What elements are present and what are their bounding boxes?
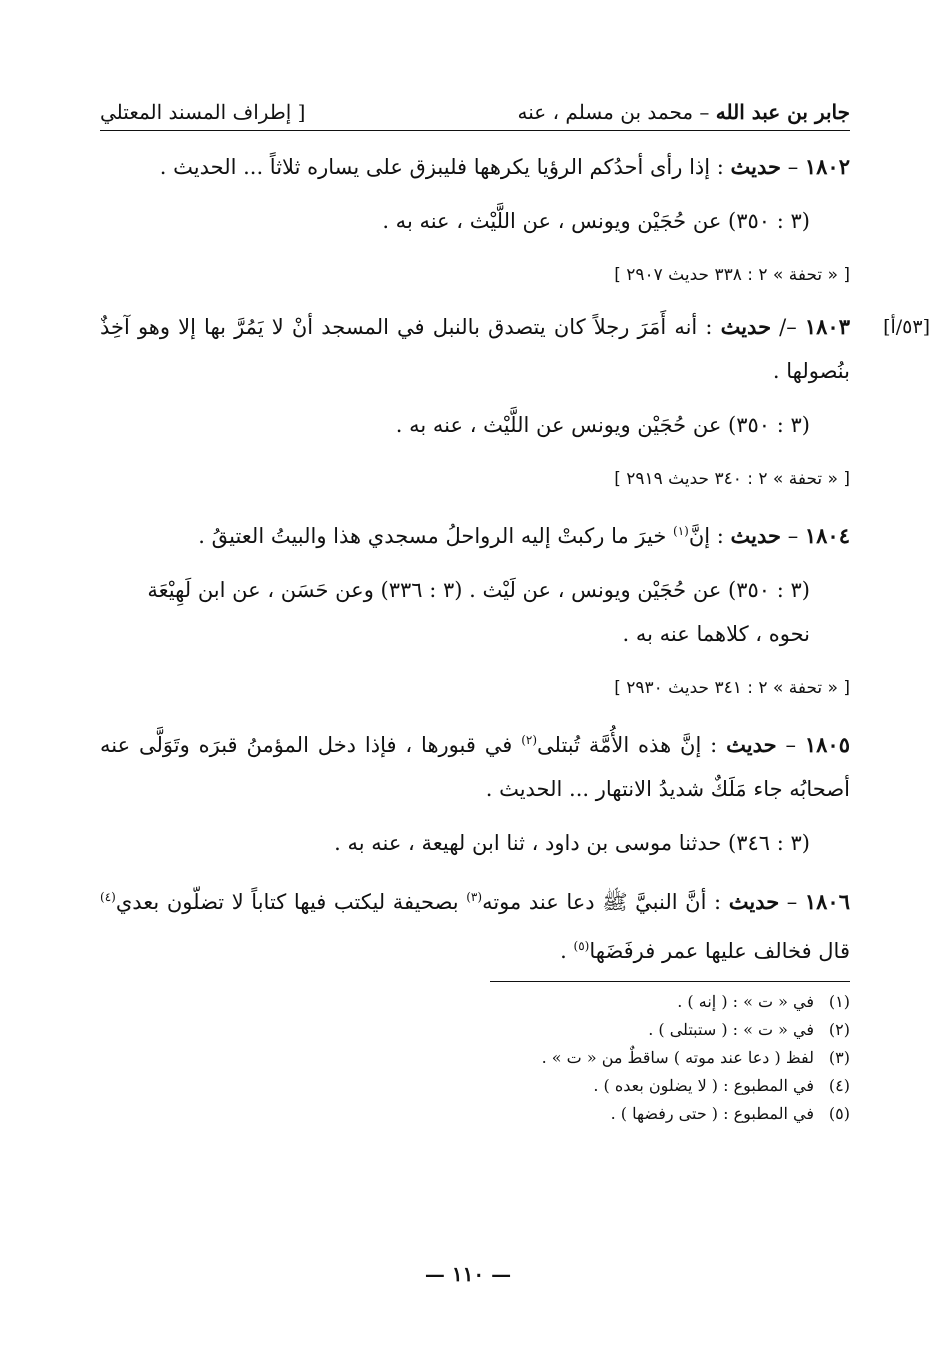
- dash: –: [776, 733, 805, 757]
- footnote-text: لفظ ( دعا عند موته ) ساقطٌ من « ت » .: [541, 1048, 814, 1067]
- hadith-keyword: حديث: [720, 314, 772, 339]
- footnote-ref[interactable]: (٤): [100, 890, 116, 904]
- footnote-number: (٥): [828, 1104, 850, 1123]
- chain-1803: (٣ : ٣٥٠) عن حُجَيْن ويونس عن اللَّيْث ، عنه به .: [395, 413, 810, 437]
- hadith-text: .: [560, 939, 574, 963]
- tuhfa-1802: [ « تحفة » ٢ : ٣٣٨ حديث ٢٩٠٧ ]: [614, 265, 850, 285]
- running-header: [100, 100, 850, 131]
- hadith-text: قال فخالف عليها عمر فرفَضَها: [589, 939, 850, 963]
- footnote-ref[interactable]: (١): [673, 524, 689, 538]
- header-book-title: [ إطراف المسند المعتلي: [100, 100, 306, 124]
- chain-1805: (٣ : ٣٤٦) حدثنا موسى بن داود ، ثنا ابن لهيعة ، عنه به .: [334, 831, 810, 855]
- footnote-ref[interactable]: (٥): [573, 939, 590, 953]
- footnote-text: في المطبوع : ( حتى رفضها ) .: [610, 1104, 814, 1123]
- hadith-1806: [100, 875, 850, 973]
- footnote-number: (٤): [828, 1076, 850, 1095]
- hadith-keyword: حديث: [726, 732, 777, 757]
- footnote: [100, 1100, 850, 1128]
- hadith-keyword: حديث: [728, 889, 780, 914]
- footnotes: [100, 988, 850, 1128]
- hadith-1802: [100, 145, 850, 189]
- hadith-number: ١٨٠٦: [804, 889, 850, 914]
- hadith-1804: [100, 509, 850, 558]
- footnote: [100, 988, 850, 1016]
- hadith-text: : إذا رأى أحدُكم الرؤيا يكرهها فليبزق على يساره ثلاثاً ... الحديث .: [159, 155, 731, 179]
- footnote-separator: [490, 981, 850, 982]
- tuhfa-1804: [ « تحفة » ٢ : ٣٤١ حديث ٢٩٣٠ ]: [614, 678, 850, 698]
- footnote: [100, 1044, 850, 1072]
- chain-1802: (٣ : ٣٥٠) عن حُجَيْن ويونس ، عن اللَّيْث ، عنه به .: [382, 209, 810, 233]
- tuhfa-1803: [ « تحفة » ٢ : ٣٤٠ حديث ٢٩١٩ ]: [614, 469, 850, 489]
- hadith-text: : إنَّ: [688, 524, 731, 548]
- footnote-ref[interactable]: (٣): [466, 890, 483, 904]
- margin-folio-ref: [٥٣/أ]: [883, 316, 930, 338]
- footnote-text: في المطبوع : ( لا يضلون بعده ) .: [593, 1076, 814, 1095]
- dash: –: [781, 524, 805, 548]
- footnote: [100, 1072, 850, 1100]
- footnote-number: (٣): [828, 1048, 850, 1067]
- hadith-text: : إنَّ هذه الأُمَّة تُبتلى: [537, 733, 727, 757]
- footnote-number: (١): [828, 992, 850, 1011]
- hadith-1803: [100, 305, 930, 393]
- hadith-text: : أنه أَمَرَ رجلاً كان يتصدق بالنبل في المسجد أنْ لا يَمُرَّ بها إلا وهو آخِذٌ بنُصولها .: [100, 315, 850, 383]
- dash: –/: [771, 315, 805, 339]
- hadith-number: ١٨٠٥: [804, 732, 850, 757]
- page: [100, 100, 930, 1128]
- hadith-text: خيرَ ما ركبتْ إليه الرواحلُ مسجدي هذا والبيتُ العتيقُ .: [198, 524, 674, 548]
- header-chapter-bold: جابر بن عبد الله: [715, 100, 850, 124]
- footnote-text: في « ت » : ( ستبتلى ) .: [648, 1020, 814, 1039]
- hadith-keyword: حديث: [730, 523, 782, 548]
- header-chapter-rest: – محمد بن مسلم ، عنه: [517, 100, 716, 124]
- footnote-number: (٢): [828, 1020, 850, 1039]
- hadith-text: بصحيفة ليكتب فيها كتاباً لا تضلّون بعدي: [115, 890, 467, 914]
- footnote: [100, 1016, 850, 1044]
- dash: –: [779, 890, 805, 914]
- hadith-text: : أنَّ النبيَّ ﷺ دعا عند موته: [482, 890, 729, 914]
- header-chapter: [518, 100, 850, 124]
- footnote-ref[interactable]: (٢): [521, 733, 538, 747]
- page-number: — ١١٠ —: [424, 1262, 512, 1286]
- hadith-number: ١٨٠٢: [804, 154, 850, 179]
- hadith-number: ١٨٠٤: [804, 523, 850, 548]
- hadith-keyword: حديث: [730, 154, 782, 179]
- footnote-text: في « ت » : ( إنه ) .: [677, 992, 814, 1011]
- dash: –: [781, 155, 805, 179]
- hadith-1805: [100, 718, 850, 811]
- hadith-text: في قبورها ، فإذا دخل المؤمنُ قبرَه وتَوَلَّى عنه أصحابُه جاء مَلَكٌ شديدُ الانتهار ... الحديث .: [100, 733, 850, 801]
- chain-1804: (٣ : ٣٥٠) عن حُجَيْن ويونس ، عن لَيْث . (٣ : ٣٣٦) وعن حَسَن ، عن ابن لَهِيْعَة نحوه ، كلاهما عنه به .: [147, 578, 810, 646]
- hadith-number: ١٨٠٣: [804, 314, 850, 339]
